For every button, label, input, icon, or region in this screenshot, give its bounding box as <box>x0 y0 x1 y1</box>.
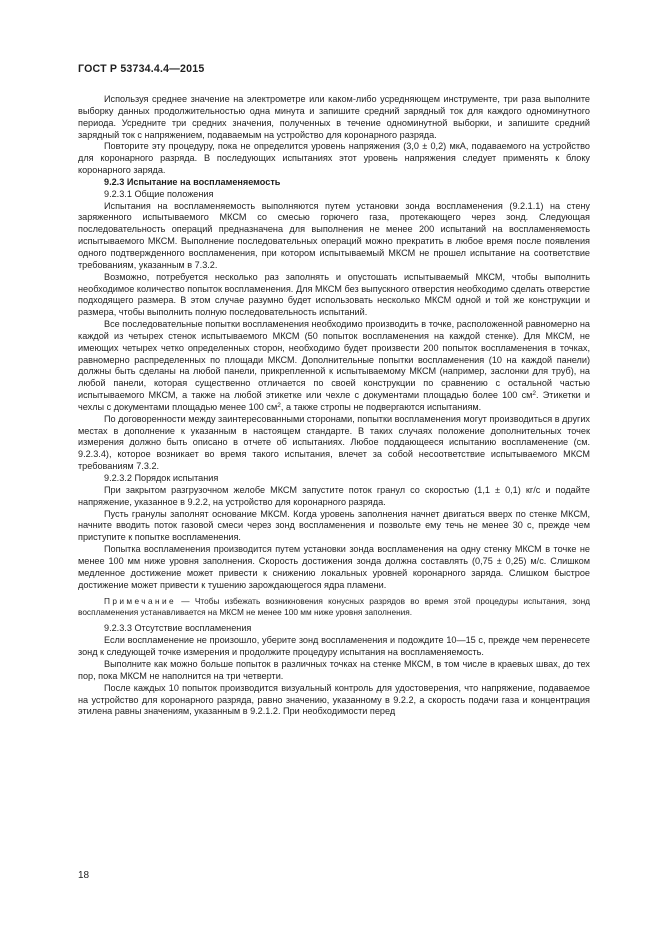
paragraph: При закрытом разгрузочном желобе МКСМ запустите поток гранул со скоростью (1,1 ± 0,1) кг/с и подайте напряжение, указанное в 9.2.2, на устройство для коронарного разряда. <box>78 484 590 507</box>
text-run: , а также стропы не подвергаются испытаниям. <box>280 401 482 412</box>
subsection-heading-9-2-3-2: 9.2.3.2 Порядок испытания <box>104 473 219 483</box>
paragraph: Испытания на воспламеняемость выполняются путем установки зонда воспламенения (9.2.1.1) на стену заряженного испытываемого МКСМ со смесью горючего газа, протекающего через зонд. Следующая последовательность операций предназначена для выполнения не менее 200 испытаний на воспламеняемость испытываемого МКСМ. Выполнение последовательных операций можно прекратить в любое время после появления одного подтвержденного воспламенения, при котором испытываемый МКСМ не прошел испытание на соответствие требованиям, указанным в 7.3.2. <box>78 200 590 270</box>
page-number: 18 <box>78 870 90 881</box>
paragraph: Пусть гранулы заполнят основание МКСМ. Когда уровень заполнения начнет двигаться вверх по стенке МКСМ, начните вводить поток газовой смеси через зонд воспламенения и позвольте ему течь не менее 30 с, прежде чем приступите к попытке воспламенения. <box>78 508 590 543</box>
document-body <box>78 94 590 718</box>
paragraph: После каждых 10 попыток производится визуальный контроль для удостоверения, что напряжение, подаваемое на устройство для коронарного разряда, равно значению, указанному в 9.2.2, а скорость подачи газа и концентрация этилена равны значениям, указанным в 9.2.1.2. При необходимости перед <box>78 682 590 717</box>
subsection-heading-9-2-3-1: 9.2.3.1 Общие положения <box>104 188 214 199</box>
note-label: Примечание <box>104 596 177 607</box>
paragraph: Выполните как можно больше попыток в различных точках на стенке МКСМ, в том числе в краевых швах, до тех пор, пока МКСМ не наполнится на три четверти. <box>78 658 590 681</box>
paragraph: Повторите эту процедуру, пока не определится уровень напряжения (3,0 ± 0,2) мкА, подаваемого на устройство для коронарного разряда. В последующих испытаниях этот уровень напряжения следует применять к блоку коронарного заряда. <box>78 141 590 176</box>
superscript: 2 <box>532 390 537 398</box>
standard-identifier: ГОСТ Р 53734.4.4—2015 <box>78 63 205 75</box>
text-run: Все последовательные попытки воспламенения необходимо производить в точке, расположенной равномерно на каждой из четырех стенок испытываемого МКСМ (50 попыток воспламенения на каждой стенке). Для МКСМ, не имеющих четырех четко определенных сторон, необходимо будет произвести 200 попыток воспламенения в точках, равномерно распределенных по площади МКСМ. Дополнительные попытки воспламенения (10 на каждой панели) должны быть сделаны на любой панели, прикрепленной к испытываемому МКСМ (например, заслонки для труб), на любой панели, которая существенно отличается по своей конструкции по сравнению с остальной частью испытываемого МКСМ, а также на любой этикетке или чехле с документами площадью более 100 см <box>78 319 590 401</box>
paragraph: Возможно, потребуется несколько раз заполнять и опустошать испытываемый МКСМ, чтобы выполнить необходимое количество попыток воспламенения. Для МКСМ без выпускного отверстия необходимо сделать отверстие подходящего размера. В этом случае разумно будет использовать несколько МКСМ одной и той же конструкции и размера, чтобы выполнить полную последовательность испытаний. <box>78 271 590 318</box>
paragraph: Если воспламенение не произошло, уберите зонд воспламенения и подождите 10—15 с, прежде чем перенесете зонд к следующей точке измерения и продолжите процедуру испытания на воспламеняемость. <box>78 635 590 658</box>
section-heading-9-2-3: 9.2.3 Испытание на воспламеняемость <box>104 176 281 187</box>
text-run: . Этикетки и чехлы с документами площадью менее 100 см <box>78 390 590 412</box>
note <box>78 596 590 618</box>
paragraph: Используя среднее значение на электрометре или каком-либо усредняющем инструменте, три раза выполните выборку данных продолжительностью одна минута и запишите средний зарядный ток для каждого одноминутного периода. Усредните три средних значения, полученных в течение одноминутной выборки, и запишите средний зарядный ток с напряжением, подаваемым на устройство для коронарного разряда. <box>78 94 590 140</box>
subsection-heading-9-2-3-3: 9.2.3.3 Отсутствие воспламенения <box>104 623 252 634</box>
paragraph: Попытка воспламенения производится путем установки зонда воспламенения на одну стенку МКСМ в точке не менее 100 мм ниже уровня заполнения. Скорость достижения зонда должна составлять (0,75 ± 0,25) м/с. Слишком медленное достижение может привести к снижению локальных уровней коронарного заряда. Слишком быстрое достижение может привести к тушению зарождающегося ядра пламени. <box>78 544 590 590</box>
paragraph <box>78 319 590 414</box>
paragraph: По договоренности между заинтересованными сторонами, попытки воспламенения могут производиться в других местах в дополнение к указанным в настоящем стандарте. В таких случаях положение дополнительных точек измерения должно быть описано в отчете об испытаниях. Любое поддающееся испытанию воспламенение (см. 9.2.3.4), которое возникает во время такого испытания, влечет за собой несоответствие испытываемого МКСМ требованиям 7.3.2. <box>78 413 590 472</box>
note-text: — Чтобы избежать возникновения конусных разрядов во время этой процедуры испытания, зонд воспламенения устанавливается на МКСМ не менее 100 мм ниже уровня заполнения. <box>78 596 590 618</box>
superscript: 2 <box>277 401 281 409</box>
